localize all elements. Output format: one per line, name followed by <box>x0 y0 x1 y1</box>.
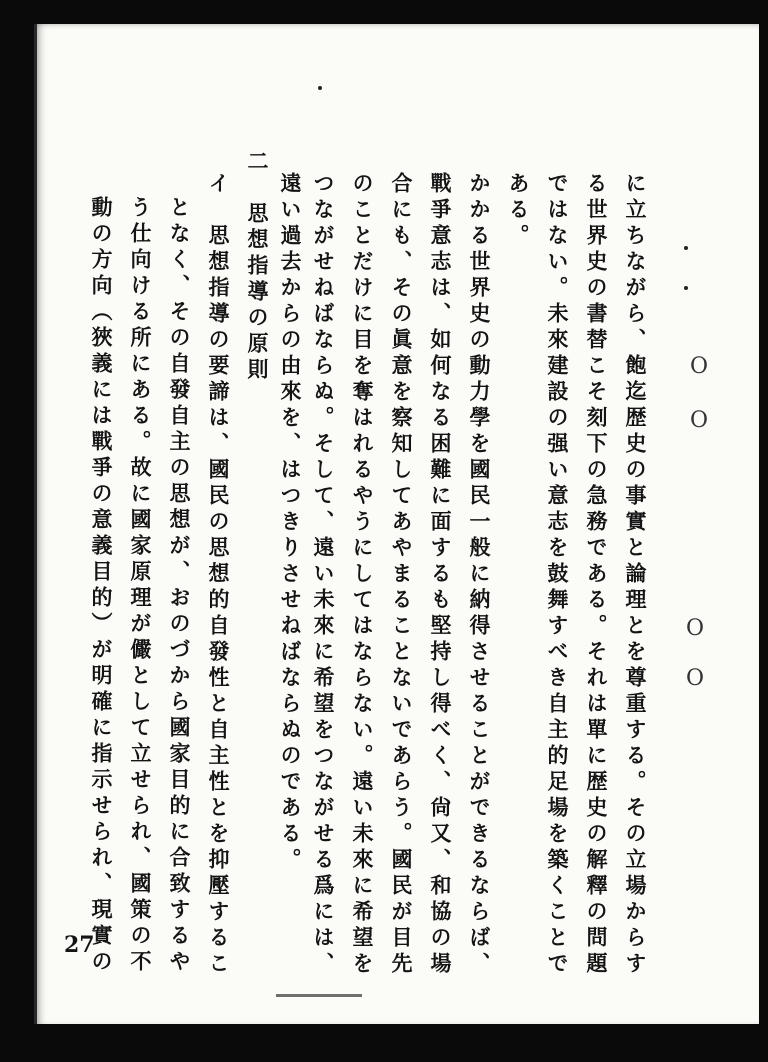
text-column-15: 動の方向（狹義には戰爭の意義目的）が明確に指示せられ、現實の <box>89 196 114 976</box>
page-number: 27 <box>64 932 95 958</box>
text-column-14: う仕向ける所にある。故に國家原理が儼として立せられ、國策の不 <box>128 196 153 976</box>
section-heading: 二 思想指導の原則 <box>245 150 270 384</box>
text-column-13: となく、その自發自主の思想が、おのづから國家目的に合致するや <box>167 196 192 976</box>
text-column-10: 遠い過去からの由來を、はつきりさせねばならぬのである。 <box>278 172 303 874</box>
text-column-8: のことだけに目を奪はれるやうにしてはならない。遠い未來に希望を <box>350 172 375 978</box>
text-column-3: ではない。未來建設の强い意志を鼓舞すべき自主的足場を築くことで <box>545 172 570 978</box>
text-column-2: る世界史の書替こそ刻下の急務である。それは單に歴史の解釋の問題 <box>584 172 609 978</box>
margin-circle-mark: O <box>690 354 709 379</box>
text-column-5: かかる世界史の動力學を國民一般に納得させることができるならば、 <box>467 172 492 978</box>
margin-circle-mark: O <box>686 616 705 641</box>
margin-circle-mark: O <box>690 408 709 433</box>
text-column-1: に立ちながら、飽迄歴史の事實と論理とを尊重する。その立場からす <box>623 172 648 978</box>
text-column-7: 合にも、その眞意を察知してあやまることないであらう。國民が目先 <box>389 172 414 978</box>
text-column-4: ある。 <box>506 172 531 250</box>
text-column-12: イ 思想指導の要諦は、國民の思想的自發性と自主性とを抑壓するこ <box>206 172 231 978</box>
text-column-9: つながせねばならぬ。そして、遠い未來に希望をつながせる爲には、 <box>311 172 336 978</box>
margin-circle-mark: O <box>686 666 705 691</box>
text-column-6: 戰爭意志は、如何なる困難に面するも堅持し得べく、尙又、和協の場 <box>428 172 453 978</box>
